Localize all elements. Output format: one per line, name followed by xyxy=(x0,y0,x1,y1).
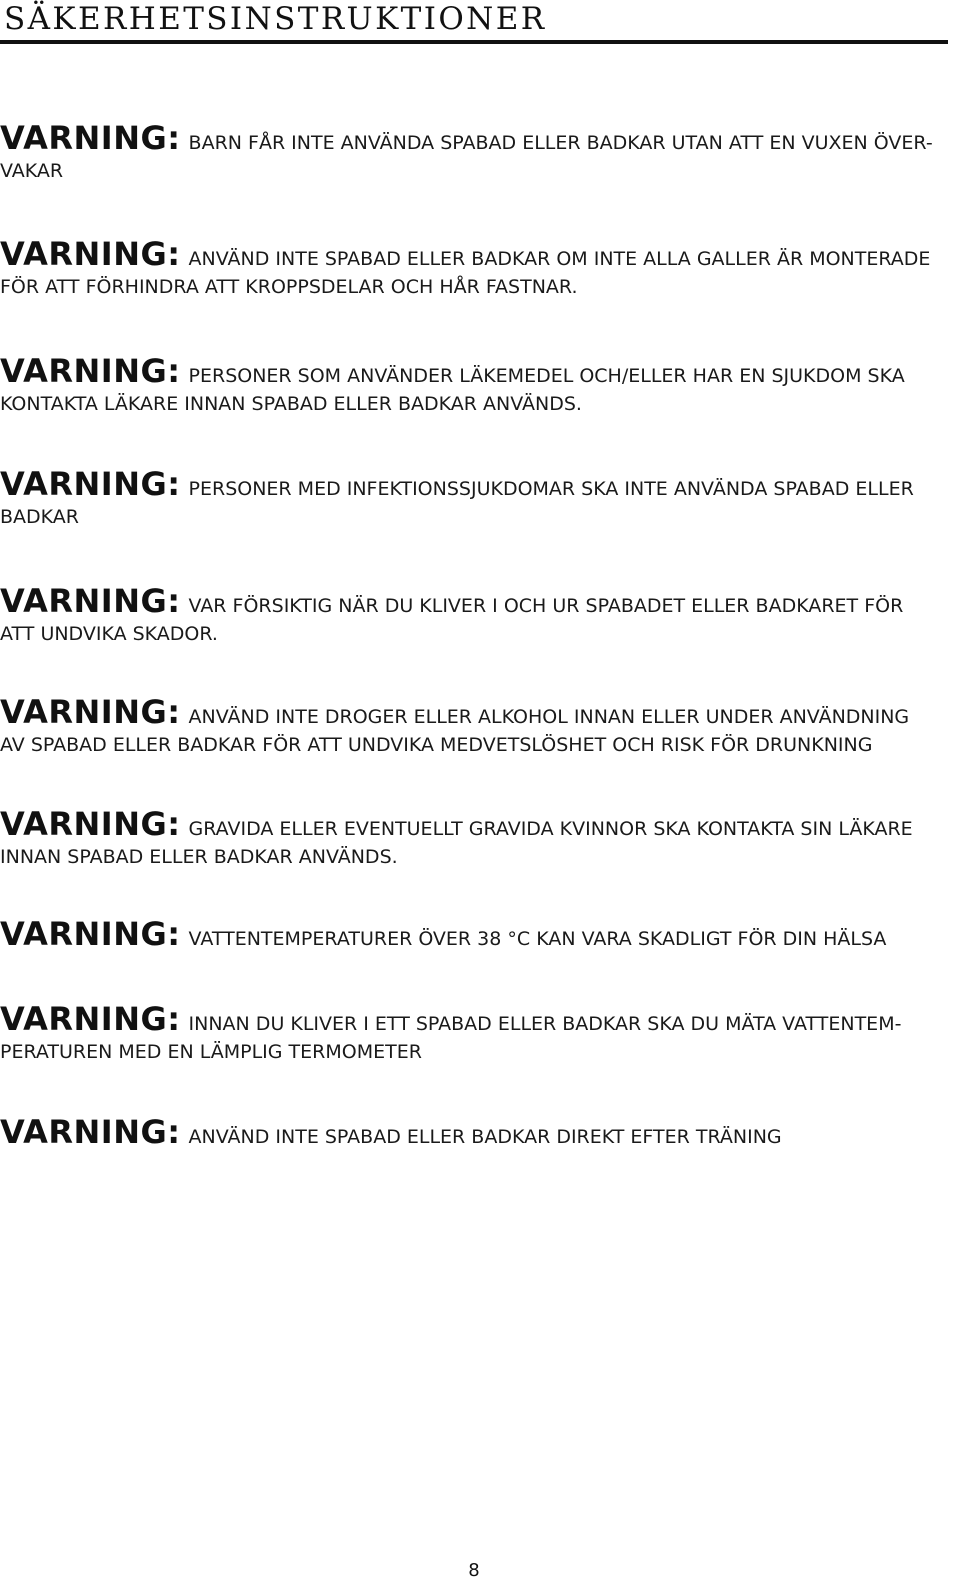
warning-label: VARNING: xyxy=(0,805,181,843)
page-number: 8 xyxy=(468,1560,480,1581)
warning-label: VARNING: xyxy=(0,693,181,731)
warning-item xyxy=(0,465,950,531)
page-title: SÄKERHETSINSTRUKTIONER xyxy=(4,1,547,37)
warning-text-line: VAR FÖRSIKTIG NÄR DU KLIVER I OCH UR SPABADET ELLER BADKARET FÖR xyxy=(188,595,904,617)
warning-text-line: ANVÄND INTE SPABAD ELLER BADKAR OM INTE ALLA GALLER ÄR MONTERADE xyxy=(188,248,931,270)
warning-label: VARNING: xyxy=(0,119,181,157)
warning-text-line: BARN FÅR INTE ANVÄNDA SPABAD ELLER BADKAR UTAN ATT EN VUXEN ÖVER- xyxy=(188,132,933,154)
warning-text-line: ANVÄND INTE DROGER ELLER ALKOHOL INNAN ELLER UNDER ANVÄNDNING xyxy=(188,706,910,728)
warning-item xyxy=(0,119,950,185)
title-divider xyxy=(0,40,948,44)
warning-label: VARNING: xyxy=(0,1000,181,1038)
warning-text-line: ATT UNDVIKA SKADOR. xyxy=(0,623,218,645)
warning-item xyxy=(0,235,950,301)
warning-label: VARNING: xyxy=(0,582,181,620)
warning-item xyxy=(0,915,950,953)
warning-item xyxy=(0,1113,950,1151)
warning-item xyxy=(0,805,950,871)
warning-text-line: ANVÄND INTE SPABAD ELLER BADKAR DIREKT EFTER TRÄNING xyxy=(188,1126,782,1148)
warning-text-line: BADKAR xyxy=(0,506,79,528)
warning-label: VARNING: xyxy=(0,235,181,273)
warning-text-line: KONTAKTA LÄKARE INNAN SPABAD ELLER BADKAR ANVÄNDS. xyxy=(0,393,582,415)
warning-text-line: PERSONER SOM ANVÄNDER LÄKEMEDEL OCH/ELLER HAR EN SJUKDOM SKA xyxy=(188,365,905,387)
warning-text-line: PERSONER MED INFEKTIONSSJUKDOMAR SKA INTE ANVÄNDA SPABAD ELLER xyxy=(188,478,914,500)
warning-text-line: INNAN SPABAD ELLER BADKAR ANVÄNDS. xyxy=(0,846,398,868)
warning-label: VARNING: xyxy=(0,915,181,953)
warning-text-line: PERATUREN MED EN LÄMPLIG TERMOMETER xyxy=(0,1041,422,1063)
warning-text-line: VATTENTEMPERATURER ÖVER 38 °C KAN VARA SKADLIGT FÖR DIN HÄLSA xyxy=(188,928,887,950)
warning-label: VARNING: xyxy=(0,465,181,503)
warning-label: VARNING: xyxy=(0,1113,181,1151)
warning-item xyxy=(0,352,950,418)
warning-item xyxy=(0,693,950,759)
warning-text-line: VAKAR xyxy=(0,160,64,182)
warning-item xyxy=(0,1000,950,1066)
warning-text-line: GRAVIDA ELLER EVENTUELLT GRAVIDA KVINNOR SKA KONTAKTA SIN LÄKARE xyxy=(188,818,913,840)
warning-text-line: FÖR ATT FÖRHINDRA ATT KROPPSDELAR OCH HÅR FASTNAR. xyxy=(0,276,578,298)
warning-text-line: AV SPABAD ELLER BADKAR FÖR ATT UNDVIKA MEDVETSLÖSHET OCH RISK FÖR DRUNKNING xyxy=(0,734,873,756)
warning-label: VARNING: xyxy=(0,352,181,390)
warning-text-line: INNAN DU KLIVER I ETT SPABAD ELLER BADKAR SKA DU MÄTA VATTENTEM- xyxy=(188,1013,902,1035)
warning-item xyxy=(0,582,950,648)
